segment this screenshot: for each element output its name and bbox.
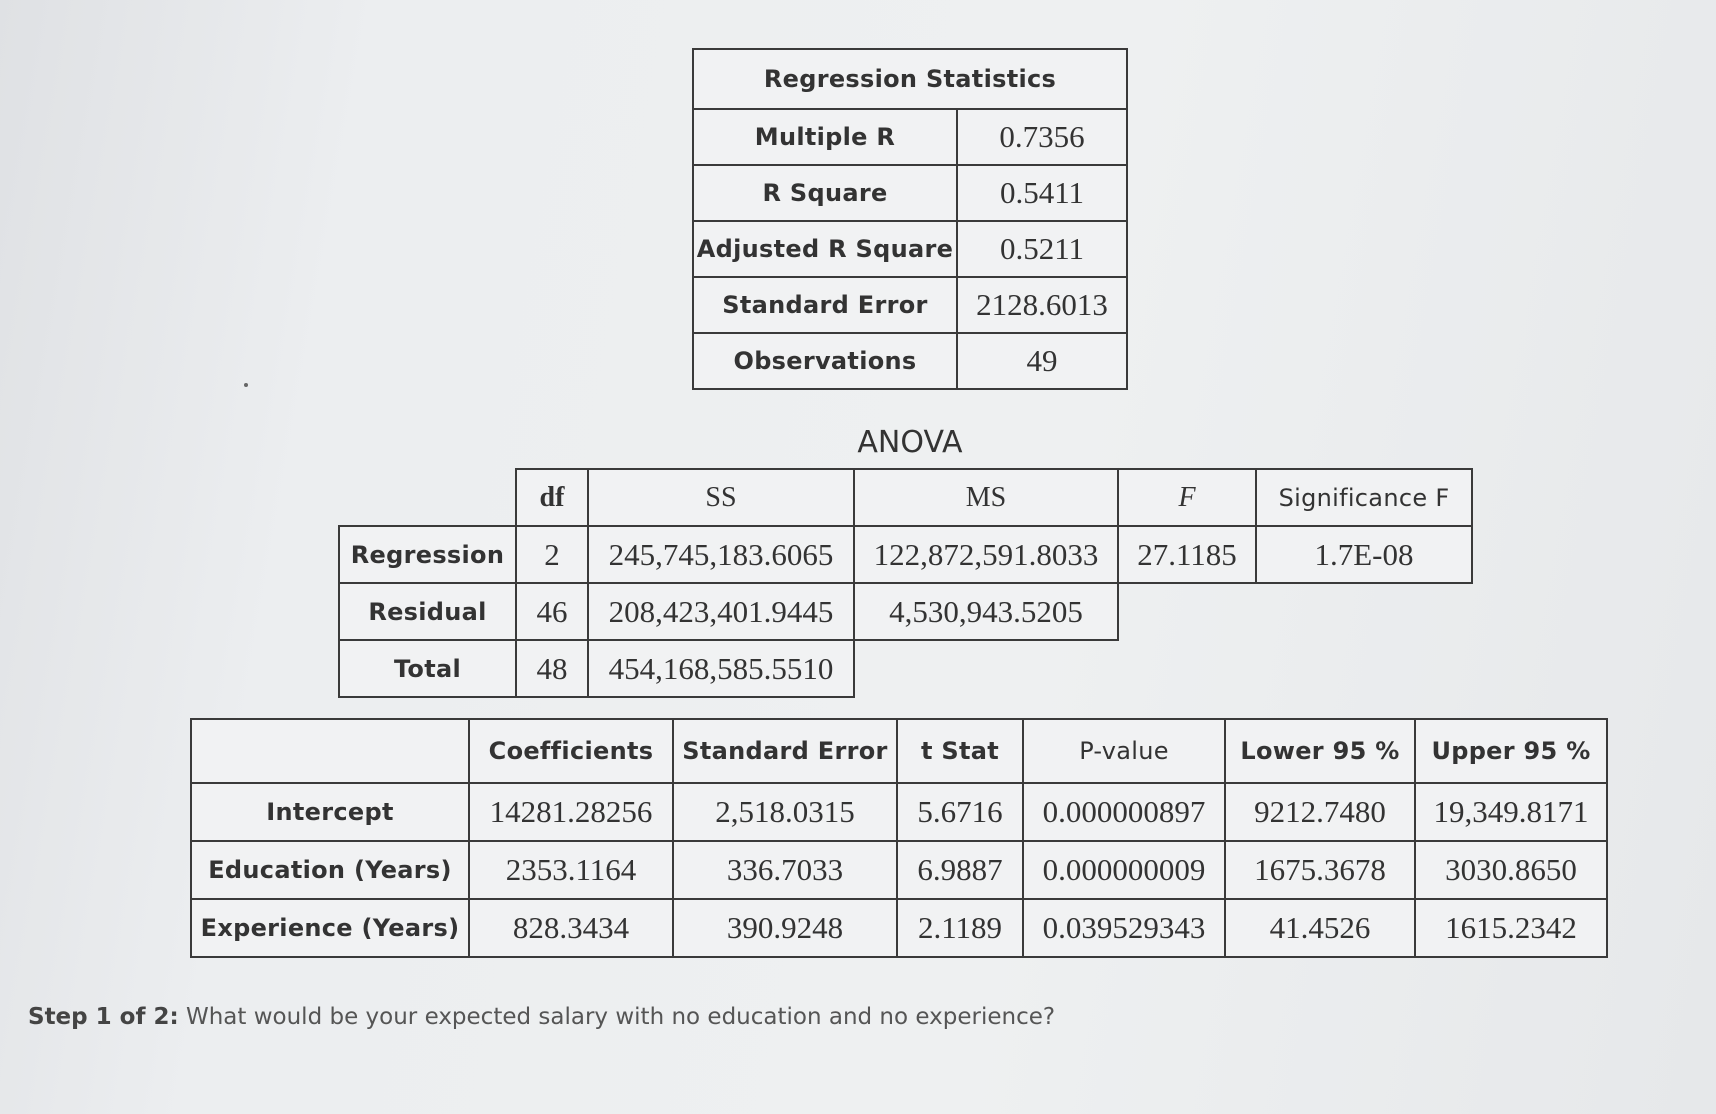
table-row [693, 221, 1127, 277]
cell-ms: 4,530,943.5205 [854, 583, 1118, 640]
header-f: F [1118, 469, 1256, 526]
table-row [693, 165, 1127, 221]
cell-coefficient: 2353.1164 [469, 841, 673, 899]
cell-p-value: 0.039529343 [1023, 899, 1225, 957]
empty-cell [1118, 583, 1472, 640]
stat-label: Multiple R [693, 109, 957, 165]
header-t-stat: t Stat [897, 719, 1023, 783]
stat-value: 0.5411 [957, 165, 1127, 221]
cell-ss: 454,168,585.5510 [588, 640, 854, 697]
regression-statistics-table [692, 48, 1128, 390]
row-label: Intercept [191, 783, 469, 841]
step-indicator: Step 1 of 2: [28, 1004, 179, 1030]
table-row [693, 333, 1127, 389]
cell-df: 48 [516, 640, 588, 697]
cell-df: 46 [516, 583, 588, 640]
empty-cell [191, 719, 469, 783]
cell-df: 2 [516, 526, 588, 583]
stat-label: R Square [693, 165, 957, 221]
cell-t-stat: 2.1189 [897, 899, 1023, 957]
row-label: Education (Years) [191, 841, 469, 899]
stat-value: 49 [957, 333, 1127, 389]
anova-table [338, 468, 1473, 698]
table-row [693, 277, 1127, 333]
header-p-value: P-value [1023, 719, 1225, 783]
header-coefficients: Coefficients [469, 719, 673, 783]
row-label: Experience (Years) [191, 899, 469, 957]
cell-upper-95: 3030.8650 [1415, 841, 1607, 899]
cell-t-stat: 6.9887 [897, 841, 1023, 899]
cell-t-stat: 5.6716 [897, 783, 1023, 841]
empty-cell [339, 469, 516, 526]
stat-label: Adjusted R Square [693, 221, 957, 277]
header-significance-f: Significance F [1256, 469, 1472, 526]
row-label: Total [339, 640, 516, 697]
cell-standard-error: 390.9248 [673, 899, 897, 957]
cell-ms: 122,872,591.8033 [854, 526, 1118, 583]
table-row [191, 783, 1607, 841]
stat-label: Observations [693, 333, 957, 389]
empty-cell [854, 640, 1472, 697]
header-ss: SS [588, 469, 854, 526]
cell-significance-f: 1.7E-08 [1256, 526, 1472, 583]
stat-label: Standard Error [693, 277, 957, 333]
stat-value: 2128.6013 [957, 277, 1127, 333]
cell-coefficient: 828.3434 [469, 899, 673, 957]
question-prompt [28, 1004, 1055, 1030]
anova-title: ANOVA [857, 425, 963, 460]
row-label: Residual [339, 583, 516, 640]
cell-ss: 245,745,183.6065 [588, 526, 854, 583]
regression-statistics-title: Regression Statistics [693, 49, 1127, 109]
header-upper-95: Upper 95 % [1415, 719, 1607, 783]
cell-upper-95: 19,349.8171 [1415, 783, 1607, 841]
cell-ss: 208,423,401.9445 [588, 583, 854, 640]
table-header-row [191, 719, 1607, 783]
table-row [339, 526, 1472, 583]
cell-lower-95: 1675.3678 [1225, 841, 1415, 899]
table-row [339, 640, 1472, 697]
cell-f: 27.1185 [1118, 526, 1256, 583]
cell-upper-95: 1615.2342 [1415, 899, 1607, 957]
table-row [693, 109, 1127, 165]
question-text: What would be your expected salary with no education and no experience? [185, 1004, 1056, 1030]
coefficients-table [190, 718, 1608, 958]
header-df: df [516, 469, 588, 526]
header-standard-error: Standard Error [673, 719, 897, 783]
table-row [191, 899, 1607, 957]
row-label: Regression [339, 526, 516, 583]
table-header-row [339, 469, 1472, 526]
stat-value: 0.5211 [957, 221, 1127, 277]
cell-standard-error: 336.7033 [673, 841, 897, 899]
cell-p-value: 0.000000897 [1023, 783, 1225, 841]
cell-p-value: 0.000000009 [1023, 841, 1225, 899]
header-lower-95: Lower 95 % [1225, 719, 1415, 783]
cell-lower-95: 41.4526 [1225, 899, 1415, 957]
cell-standard-error: 2,518.0315 [673, 783, 897, 841]
table-row [339, 583, 1472, 640]
cell-coefficient: 14281.28256 [469, 783, 673, 841]
stray-dot [244, 383, 248, 387]
cell-lower-95: 9212.7480 [1225, 783, 1415, 841]
table-row [191, 841, 1607, 899]
header-ms: MS [854, 469, 1118, 526]
stat-value: 0.7356 [957, 109, 1127, 165]
